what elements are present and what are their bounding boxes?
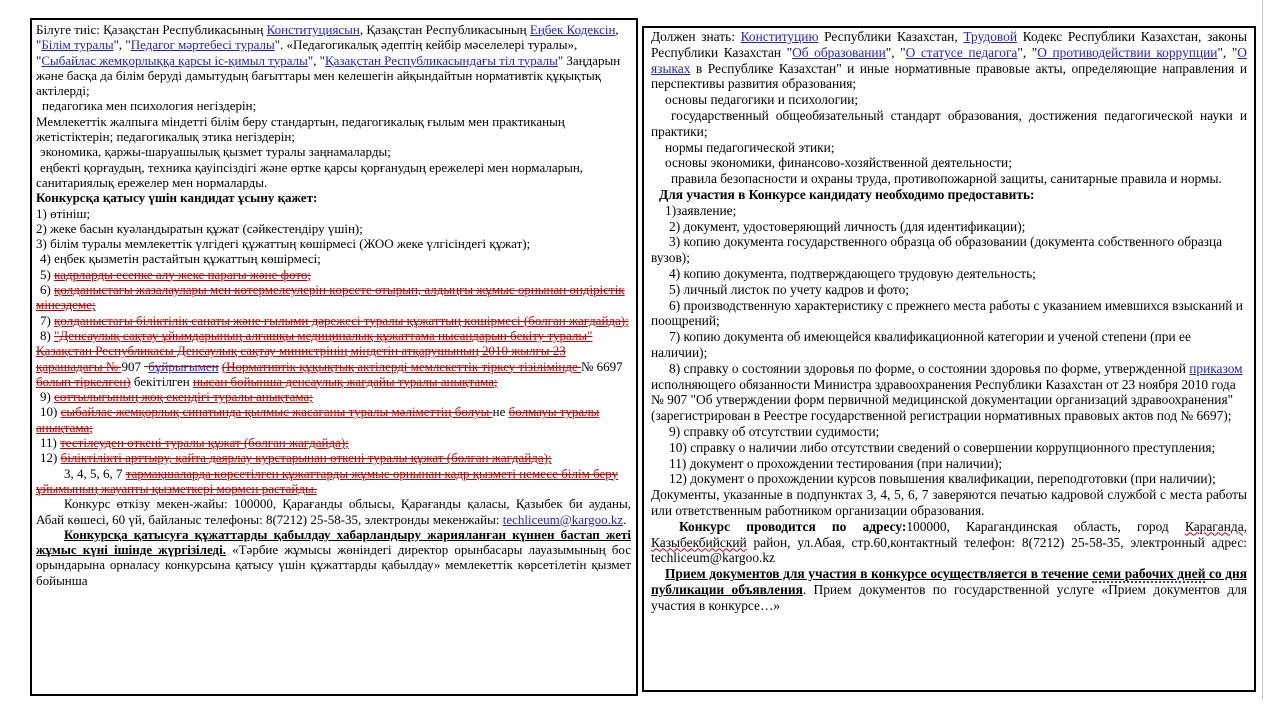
text-segment: , Қазақстан Республикасының bbox=[359, 22, 530, 37]
paragraph bbox=[36, 527, 631, 588]
hyperlink[interactable]: Конституциясын bbox=[266, 22, 360, 37]
paragraph bbox=[651, 108, 1247, 140]
text-segment: 7) копию документа об имеющейся квалификационной категории и ученой степени (при ее наличии); bbox=[651, 329, 1191, 360]
paragraph bbox=[651, 187, 1247, 203]
text-segment: нормы педагогической этики; bbox=[665, 139, 835, 155]
text-segment: ". «Педагогикалық әдептің кейбір мәселелері туралы», " bbox=[36, 37, 578, 68]
paragraph bbox=[651, 203, 1247, 219]
paragraph bbox=[651, 266, 1247, 282]
text-segment: ", " bbox=[1217, 44, 1238, 60]
paragraph bbox=[36, 404, 631, 435]
paragraph bbox=[36, 236, 631, 251]
text-segment: Республики Казахстан, bbox=[818, 29, 964, 44]
text-segment: Документы, указанные в подпунктах 3, 4, 5, 6, 7 заверяются печатью кадровой службой с места работы или ответственным работником организации образования. bbox=[651, 487, 1247, 518]
hyperlink[interactable]: приказом bbox=[1189, 360, 1243, 376]
hyperlink[interactable]: О статусе педагога bbox=[905, 44, 1018, 60]
paragraph bbox=[36, 22, 631, 98]
paragraph bbox=[36, 98, 631, 113]
paragraph bbox=[651, 298, 1247, 330]
text-segment: 4) копию документа, подтверждающего трудовую деятельность; bbox=[669, 265, 1036, 281]
text-segment: "Денсаулық сақтау ұйымдарының алғашқы медициналық құжаттама нысандарын бекіту туралы" Қазақстан Республикасы Денсаулық сақтау министрінің міндетін атқарушының 2010 жылғы 23 қарашадағы № bbox=[36, 327, 593, 374]
text-segment: 5) bbox=[40, 266, 55, 282]
text-segment: 9) справку об отсутствии судимости; bbox=[669, 423, 880, 439]
text-segment: экономика, қаржы-шаруашылық қызмет туралы заңнамаларды; bbox=[40, 144, 391, 160]
text-segment: нысан бойынша денсаулық жағдайы туралы анықтама; bbox=[192, 373, 498, 389]
text-segment: бекітілген bbox=[130, 373, 193, 389]
text-segment: основы педагогики и психологии; bbox=[665, 92, 859, 108]
text-segment: 2) документ, удостоверяющий личность (для идентификации); bbox=[669, 218, 1026, 234]
paragraph bbox=[36, 435, 631, 450]
text-segment: Конкурс өткізу мекен-жайы: 100000, Қарағанды облысы, Қарағанды қаласы, Қазыбек би ауданы, Абай көшесі, 60 үй, байланыс телефоны: 8(7212) 25-58-35, электронды мекенжайы: bbox=[36, 496, 631, 527]
text-segment: 7) bbox=[40, 312, 55, 328]
paragraph bbox=[651, 440, 1247, 456]
text-segment: 8) bbox=[40, 327, 55, 343]
paragraph bbox=[651, 424, 1247, 440]
paragraph bbox=[651, 519, 1247, 566]
text-segment: район, ул.Абая, стр.60,контактный телефон: 8(7212) 25-58-35, электронный адрес: techliceum@kargoo.kz bbox=[651, 534, 1247, 566]
hyperlink[interactable]: Конституцию bbox=[740, 29, 819, 44]
text-segment: Конкурс проводится по адресу: bbox=[679, 518, 907, 534]
text-segment: не bbox=[492, 404, 509, 420]
hyperlink[interactable]: Трудовой bbox=[963, 29, 1018, 44]
text-segment: 9) bbox=[40, 389, 55, 405]
text-segment: исполняющего обязанности Министра здравоохранения Республики Казахстан от 23 ноября 2010 года № 907 "Об утверждении форм первичной медицинской документации организаций здравоохранения" (зарегистрирован в Реестре государственной регистрации нормативных правовых актов под № 6697); bbox=[651, 376, 1236, 424]
hyperlink[interactable]: Қазақстан Республикасындағы тіл туралы bbox=[324, 52, 558, 68]
text-segment: 12) bbox=[40, 450, 61, 466]
text-segment: қолданыстағы біліктілік санаты және ғылыми дәрежесі туралы құжаттың көшірмесі (болған жағдайда); bbox=[54, 312, 629, 328]
paragraph bbox=[651, 329, 1247, 361]
paragraph bbox=[36, 496, 631, 527]
text-segment: біліктілікті арттыру, қайта даярлау курстарынан өткені туралы құжат (болған жағдайда); bbox=[60, 450, 552, 466]
text-segment: 1) өтініш; bbox=[36, 205, 91, 221]
text-segment: ", " bbox=[307, 52, 325, 68]
text-segment: 3, 4, 5, 6, 7 bbox=[64, 465, 126, 481]
text-segment: ", " bbox=[885, 44, 906, 60]
text-segment: ", " bbox=[1017, 44, 1038, 60]
text-segment: правила безопасности и охраны труда, противопожарной защиты, санитарные правила и нормы. bbox=[671, 171, 1222, 187]
text-segment: 10) bbox=[40, 404, 61, 420]
text-segment: государственный общеобязательный стандарт образования, достижения педагогической науки и практики; bbox=[651, 107, 1247, 139]
paragraph bbox=[36, 114, 631, 145]
text-segment: Мемлекеттік жалпыға міндетті білім беру стандартын, педагогикалық ғылым мен практиканың жетістіктерін; педагогикалық этика негіздерін; bbox=[36, 113, 565, 145]
paragraph bbox=[651, 155, 1247, 171]
table-cell-kazakh bbox=[30, 18, 638, 696]
text-segment: Кодекс Республики Казахстан, законы Республики Казахстан " bbox=[651, 29, 1247, 60]
hyperlink[interactable]: Білім туралы bbox=[41, 37, 114, 53]
text-segment: болып тіркелген) bbox=[36, 373, 131, 389]
text-segment: 8) справку о состоянии здоровья по форме, о состоянии здоровья по форме, утвержденной bbox=[669, 360, 1190, 376]
hyperlink[interactable]: бұйрығымен bbox=[144, 359, 218, 374]
text-segment: Прием документов для участия в конкурсе осуществляется в течение bbox=[665, 566, 1093, 582]
text-segment: основы экономики, финансово-хозяйственной деятельности; bbox=[665, 155, 1012, 171]
text-segment: 5) личный листок по учету кадров и фото; bbox=[669, 281, 909, 297]
text-segment: . Прием документов по государственной услуге «Прием документов для участия в конкурсе…» bbox=[651, 581, 1247, 613]
hyperlink[interactable]: techliceum@kargoo.kz bbox=[502, 511, 624, 527]
hyperlink[interactable]: О языках bbox=[651, 44, 1247, 76]
hyperlink[interactable]: Сыбайлас жемқорлыққа қарсы іс-қимыл туралы bbox=[41, 52, 308, 68]
text-segment: 6) производственную характеристику с прежнего места работы с указанием имевшихся взысканий и поощрений; bbox=[651, 297, 1243, 329]
text-segment: 11) bbox=[40, 435, 61, 451]
text-segment: 3) копию документа государственного образца об образовании (документа собственного образца вузов); bbox=[651, 234, 1223, 266]
paragraph bbox=[36, 313, 631, 328]
text-segment: кадрларды есепке алу жеке парағы және фото; bbox=[54, 266, 312, 282]
text-segment: 907 bbox=[121, 358, 145, 374]
text-segment: тестілеуден өткені туралы құжат (болған жағдайда); bbox=[60, 435, 349, 451]
paragraph bbox=[651, 140, 1247, 156]
text-segment: 6) bbox=[40, 282, 55, 298]
text-segment: семи рабочих дней bbox=[1092, 566, 1206, 582]
paragraph bbox=[651, 219, 1247, 235]
text-segment: Конкурсқа қатысу үшін кандидат ұсыну қажет: bbox=[36, 190, 318, 206]
paragraph bbox=[651, 234, 1247, 266]
paragraph bbox=[651, 487, 1247, 519]
text-segment: 1)заявление; bbox=[665, 202, 737, 218]
text-segment: № 6697 bbox=[581, 358, 623, 374]
text-segment: Для участия в Конкурсе кандидату необходимо предоставить: bbox=[659, 186, 1035, 202]
text-segment: педагогика мен психология негіздерін; bbox=[42, 98, 257, 114]
paragraph bbox=[36, 282, 631, 313]
paragraph bbox=[36, 389, 631, 404]
text-segment: соттылығының жоқ екендігі туралы анықтама; bbox=[54, 389, 313, 405]
paragraph bbox=[651, 29, 1247, 92]
paragraph bbox=[651, 566, 1247, 613]
paragraph bbox=[36, 221, 631, 236]
text-segment: Конкурсқа қатысуға құжаттарды қабылдау хабарландыру жарияланған күннен бастап жеті жұмыс күні ішінде жүргізіледі. bbox=[36, 526, 631, 558]
text-segment: болмауы туралы анықтама; bbox=[36, 404, 600, 435]
text-segment: қолданыстағы жазалаулары мен көтермелеулерін көрсете отырып, алдыңғы жұмыс орнынан өндірістік мінездеме; bbox=[36, 282, 625, 313]
text-segment: (Нормативтік құқықтық актілерді мемлекеттік тіркеу тізілімінде bbox=[221, 358, 581, 374]
text-segment: тармақшаларда көрсетілген құжаттарды жұмыс орнынан кадр қызметі немесе білім беру ұйымының жауапты қызметкері мөрмен растайды. bbox=[36, 465, 619, 496]
text-segment: 100000, Карагандинская область, город bbox=[906, 518, 1185, 534]
text-segment: Караганда, Казыбекбийский bbox=[651, 518, 1247, 550]
paragraph bbox=[651, 456, 1247, 472]
text-segment: 3) білім туралы мемлекеттік үлгідегі құжаттың көшірмесі (ЖОО жеке үлгісіндегі құжат); bbox=[36, 236, 531, 252]
paragraph bbox=[651, 92, 1247, 108]
text-segment: «Тәрбие жұмысы жөніндегі директор орынбасары лауазымының бос орындарына орналасу конкурсына қатысу үшін құжаттарды қабылдау» мемлекеттік көрсетілетін қызмет бойынша bbox=[36, 542, 631, 588]
paragraph bbox=[36, 450, 631, 465]
text-segment: Должен знать: bbox=[651, 29, 741, 44]
paragraph bbox=[651, 471, 1247, 487]
hyperlink[interactable]: Педагог мәртебесі туралы bbox=[130, 37, 275, 53]
paragraph bbox=[36, 267, 631, 282]
text-segment: 4) еңбек қызметін растайтын құжаттың көшірмесі; bbox=[40, 251, 321, 267]
page-edge-line bbox=[1262, 0, 1263, 700]
paragraph bbox=[651, 171, 1247, 187]
paragraph bbox=[36, 251, 631, 266]
text-segment: со дня публикации объявления bbox=[651, 566, 1247, 597]
paragraph bbox=[651, 282, 1247, 298]
paragraph bbox=[36, 190, 631, 205]
paragraph bbox=[36, 328, 631, 389]
hyperlink[interactable]: Об образовании bbox=[792, 44, 886, 60]
paragraph bbox=[36, 160, 631, 191]
text-segment: 2) жеке басын куәландыратын құжат (сәйкестендіру үшін); bbox=[36, 220, 363, 236]
text-segment: 10) справку о наличии либо отсутствии сведений о совершении коррупционного преступления; bbox=[669, 439, 1216, 455]
hyperlink[interactable]: О противодействии коррупции bbox=[1037, 44, 1218, 60]
text-segment: . bbox=[623, 511, 627, 527]
text-segment: 11) документ о прохождении тестирования (при наличии); bbox=[669, 455, 1003, 471]
paragraph bbox=[36, 206, 631, 221]
text-segment: в Республике Казахстан" и иные нормативные правовые акты, определяющие направления и перспективы развития образования; bbox=[651, 60, 1247, 92]
paragraph bbox=[36, 144, 631, 159]
paragraph bbox=[651, 361, 1247, 424]
text-segment: сыбайлас жемқорлық сипатында қылмыс жасағаны туралы мәліметтің болуы bbox=[60, 404, 493, 420]
text-segment: " Заңдарын және басқа да білім беруді дамытудың бағыттары мен келешегін айқындайтын нормативтік құқықтық актілерді; bbox=[36, 52, 621, 99]
text-segment: еңбекті қорғаудың, техника қауіпсіздігі және өртке қарсы қорғанудың ережелері мен нормаларын, санитариялық ережелер мен нормаларды. bbox=[36, 159, 584, 190]
table-cell-russian bbox=[642, 26, 1256, 692]
hyperlink[interactable]: Еңбек Кодексін bbox=[529, 22, 616, 37]
text-segment: , " bbox=[36, 22, 619, 53]
text-segment: Білуге тиіс: Қазақстан Республикасының bbox=[36, 22, 267, 37]
text-segment: ", " bbox=[113, 37, 131, 53]
paragraph bbox=[36, 466, 631, 497]
text-segment: 12) документ о прохождении курсов повышения квалификации, переподготовки (при наличии); bbox=[669, 471, 1216, 487]
